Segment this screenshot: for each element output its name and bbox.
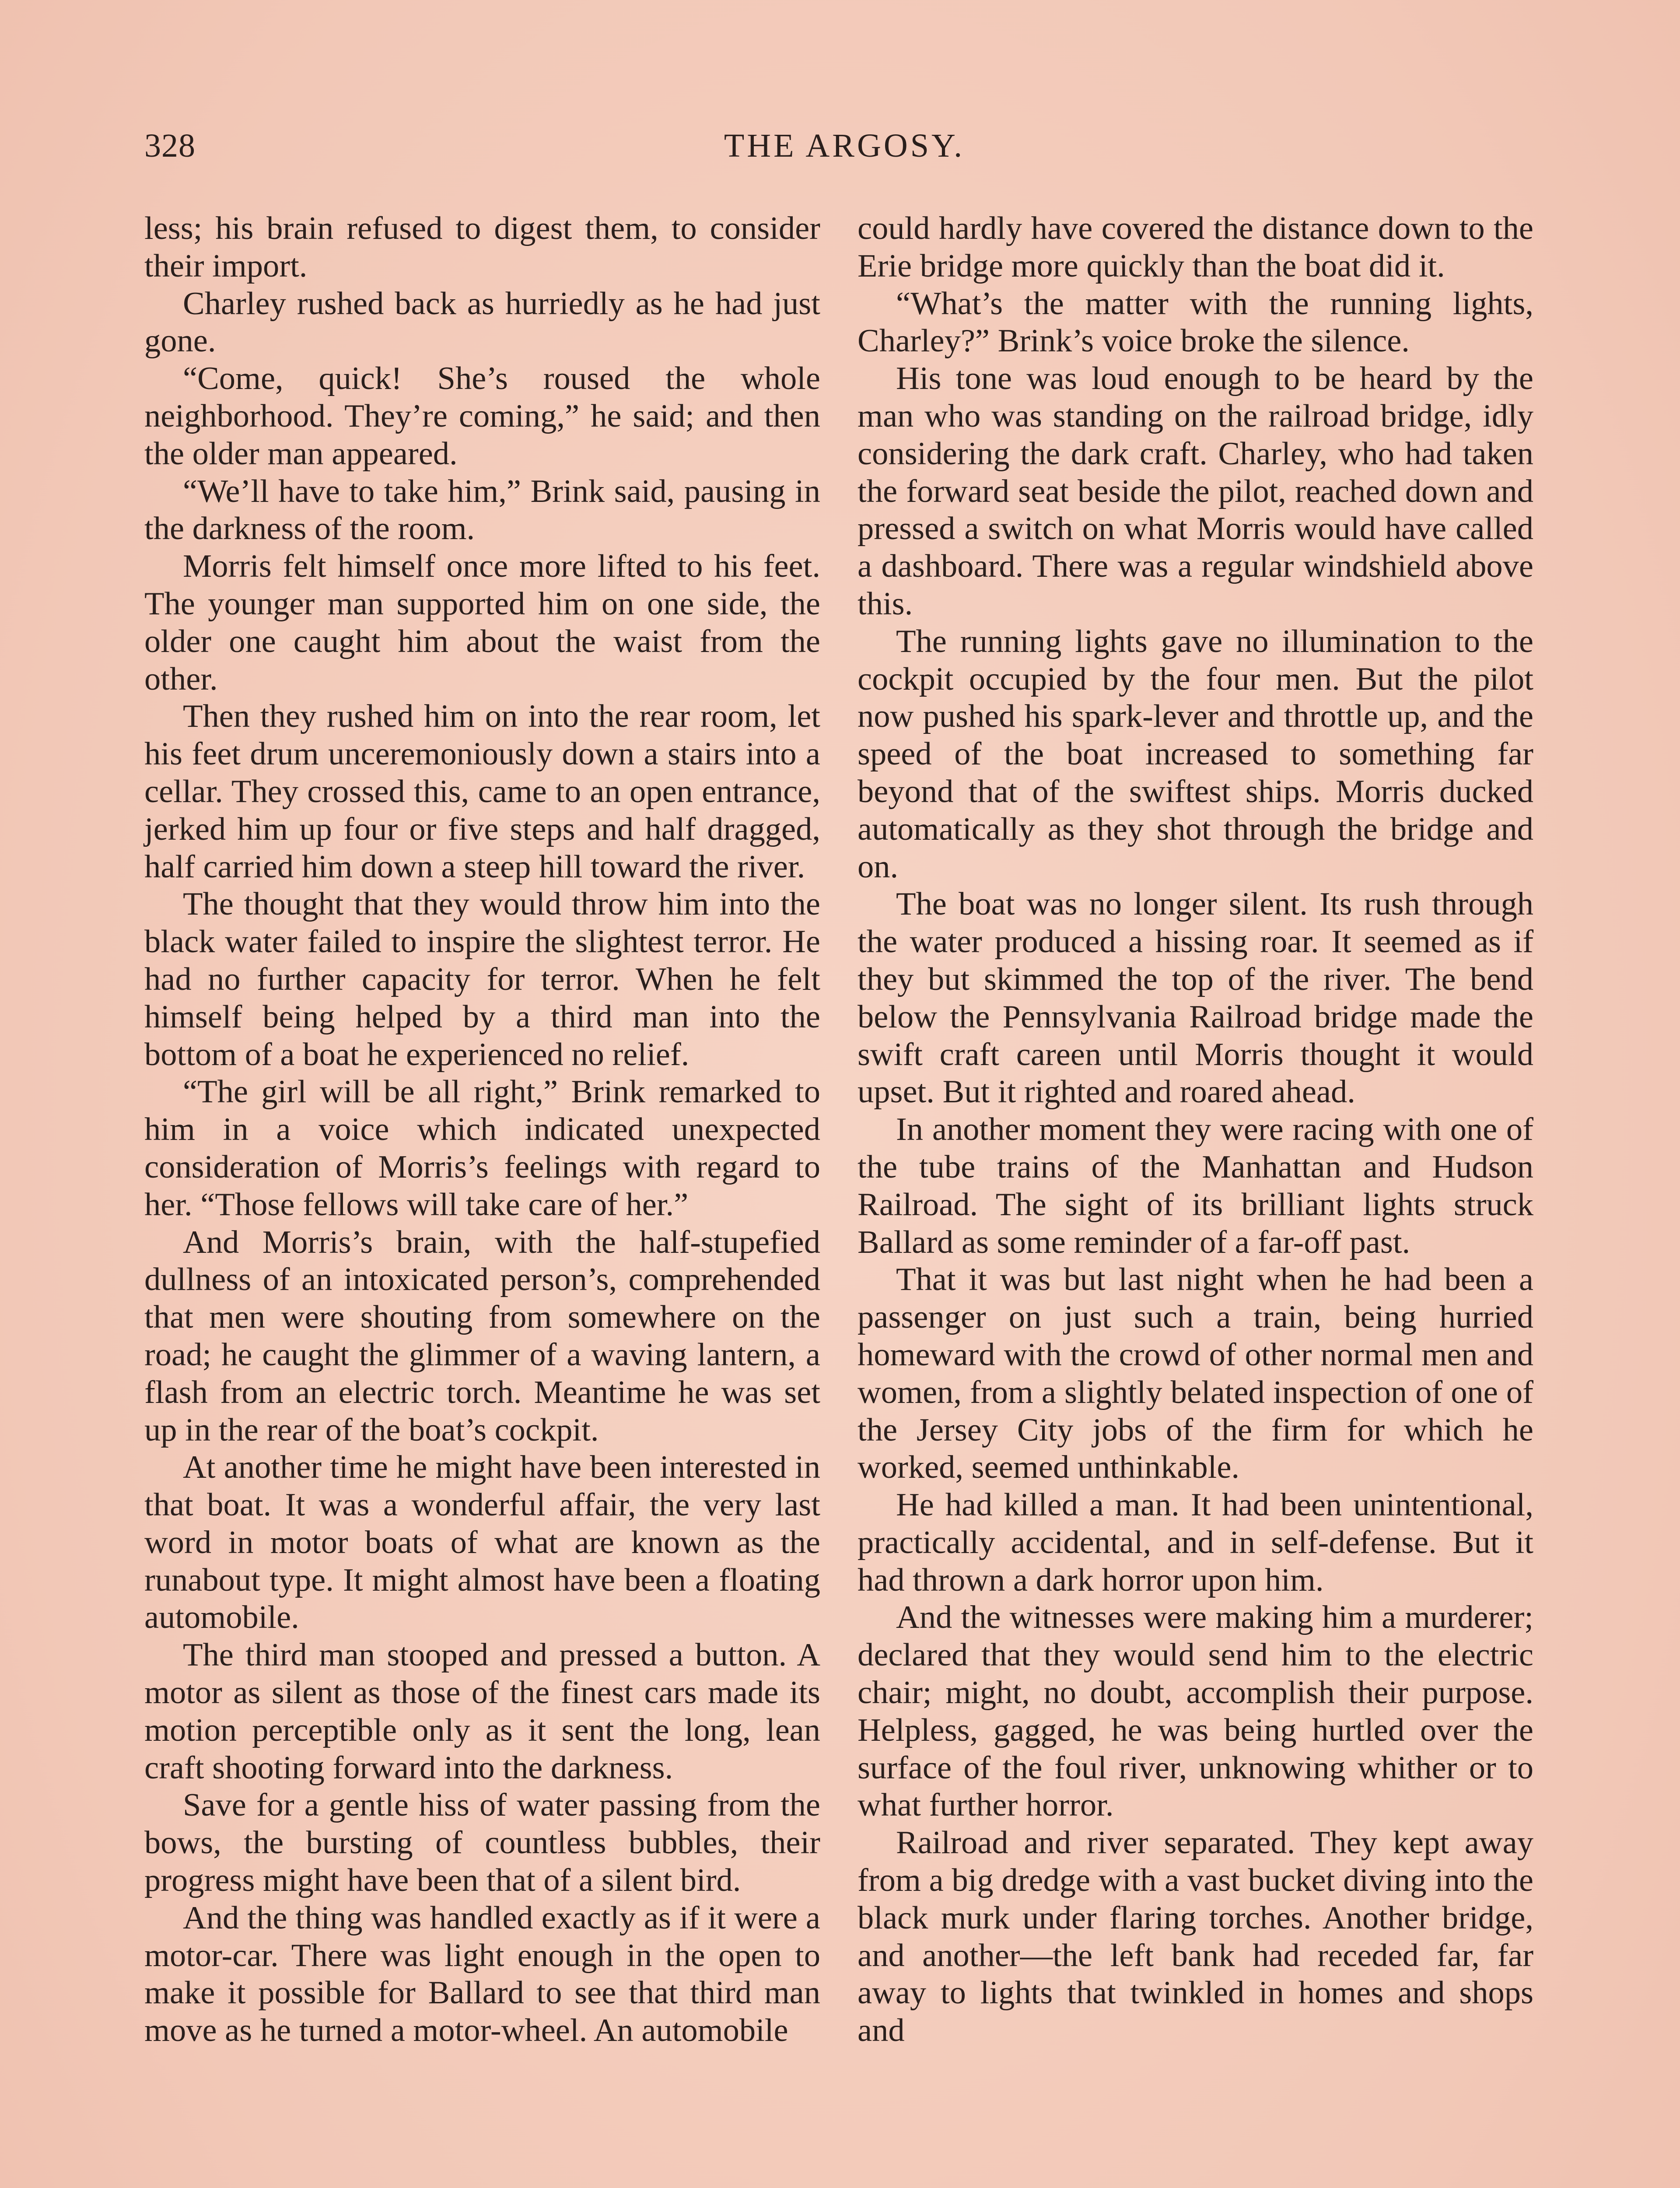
paragraph: His tone was loud enough to be heard by the man who was standing on the railroad bridge, idly considering the dark craft. Charley, who had taken the forward seat beside the pilot, reached down and pressed a switch on what Morris would have called a dashboard. There was a regular windshield above this. <box>858 361 1533 622</box>
paragraph: Save for a gentle hiss of water passing from the bows, the bursting of countless bubbles, their progress might have been that of a silent bird. <box>144 1787 820 1899</box>
paragraph: “What’s the matter with the running lights, Charley?” Brink’s voice broke the silence. <box>858 285 1533 359</box>
paragraph: The boat was no longer silent. Its rush through the water produced a hissing roar. It seemed as if they but skimmed the top of the river. The bend below the Pennsylvania Railroad bridge made the swift craft careen until Morris thought it would upset. But it righted and roared ahead. <box>858 886 1533 1110</box>
paragraph: And the witnesses were making him a murderer; declared that they would send him to the electric chair; might, no doubt, accomplish their purpose. Helpless, gagged, he was being hurtled over the surface of the foul river, unknowing whither or to what further horror. <box>858 1599 1533 1823</box>
paragraph: The running lights gave no illumination to the cockpit occupied by the four men. But the pilot now pushed his spark-lever and throttle up, and the speed of the boat increased to something far beyond that of the swiftest ships. Morris ducked automatically as they shot through the bridge and on. <box>858 623 1533 885</box>
paragraph: “Come, quick! She’s roused the whole neighborhood. They’re coming,” he said; and then the older man appeared. <box>144 361 820 472</box>
paragraph: The thought that they would throw him into the black water failed to inspire the slightest terror. He had no further capacity for terror. When he felt himself being helped by a third man into the bottom of a boat he experienced no relief. <box>144 886 820 1073</box>
running-title: THE ARGOSY. <box>724 127 965 164</box>
paragraph: Railroad and river separated. They kept away from a big dredge with a vast bucket diving into the black murk under flaring torches. Another bridge, and another—the left bank had receded far, far away to lights that twinkled in homes and shops and <box>858 1825 1533 2049</box>
right-column <box>858 210 1533 2050</box>
page-header <box>144 127 1544 175</box>
paragraph: In another moment they were racing with one of the tube trains of the Manhattan and Hudson Railroad. The sight of its brilliant lights struck Ballard as some reminder of a far-off past. <box>858 1112 1533 1260</box>
paragraph: could hardly have covered the distance down to the Erie bridge more quickly than the boat did it. <box>858 210 1533 284</box>
paragraph: He had killed a man. It had been unintentional, practically accidental, and in self-defense. But it had thrown a dark horror upon him. <box>858 1487 1533 1598</box>
left-column <box>144 210 820 2050</box>
paragraph: At another time he might have been interested in that boat. It was a wonderful affair, the very last word in motor boats of what are known as the runabout type. It might almost have been a floating automobile. <box>144 1449 820 1636</box>
paragraph: And Morris’s brain, with the half-stupefied dullness of an intoxicated person’s, comprehended that men were shouting from somewhere on the road; he caught the glimmer of a waving lantern, a flash from an electric torch. Meantime he was set up in the rear of the boat’s cockpit. <box>144 1224 820 1448</box>
paragraph: Charley rushed back as hurriedly as he had just gone. <box>144 285 820 359</box>
paragraph: That it was but last night when he had been a passenger on just such a train, being hurried homeward with the crowd of other normal men and women, from a slightly belated inspection of one of the Jersey City jobs of the firm for which he worked, seemed unthinkable. <box>858 1262 1533 1486</box>
paragraph: The third man stooped and pressed a button. A motor as silent as those of the finest cars made its motion perceptible only as it sent the long, lean craft shooting forward into the darkness. <box>144 1637 820 1786</box>
paragraph: “The girl will be all right,” Brink remarked to him in a voice which indicated unexpected consideration of Morris’s feelings with regard to her. “Those fellows will take care of her.” <box>144 1074 820 1223</box>
paragraph: And the thing was handled exactly as if it were a motor-car. There was light enough in the open to make it possible for Ballard to see that third man move as he turned a motor-wheel. An automobile <box>144 1900 820 2049</box>
page-number: 328 <box>144 127 196 164</box>
paragraph: less; his brain refused to digest them, to consider their import. <box>144 210 820 284</box>
paragraph: Morris felt himself once more lifted to his feet. The younger man supported him on one side, the older one caught him about the waist from the other. <box>144 548 820 697</box>
paragraph: “We’ll have to take him,” Brink said, pausing in the darkness of the room. <box>144 473 820 547</box>
paragraph: Then they rushed him on into the rear room, let his feet drum unceremoniously down a stairs into a cellar. They crossed this, came to an open entrance, jerked him up four or five steps and half dragged, half carried him down a steep hill toward the river. <box>144 698 820 885</box>
